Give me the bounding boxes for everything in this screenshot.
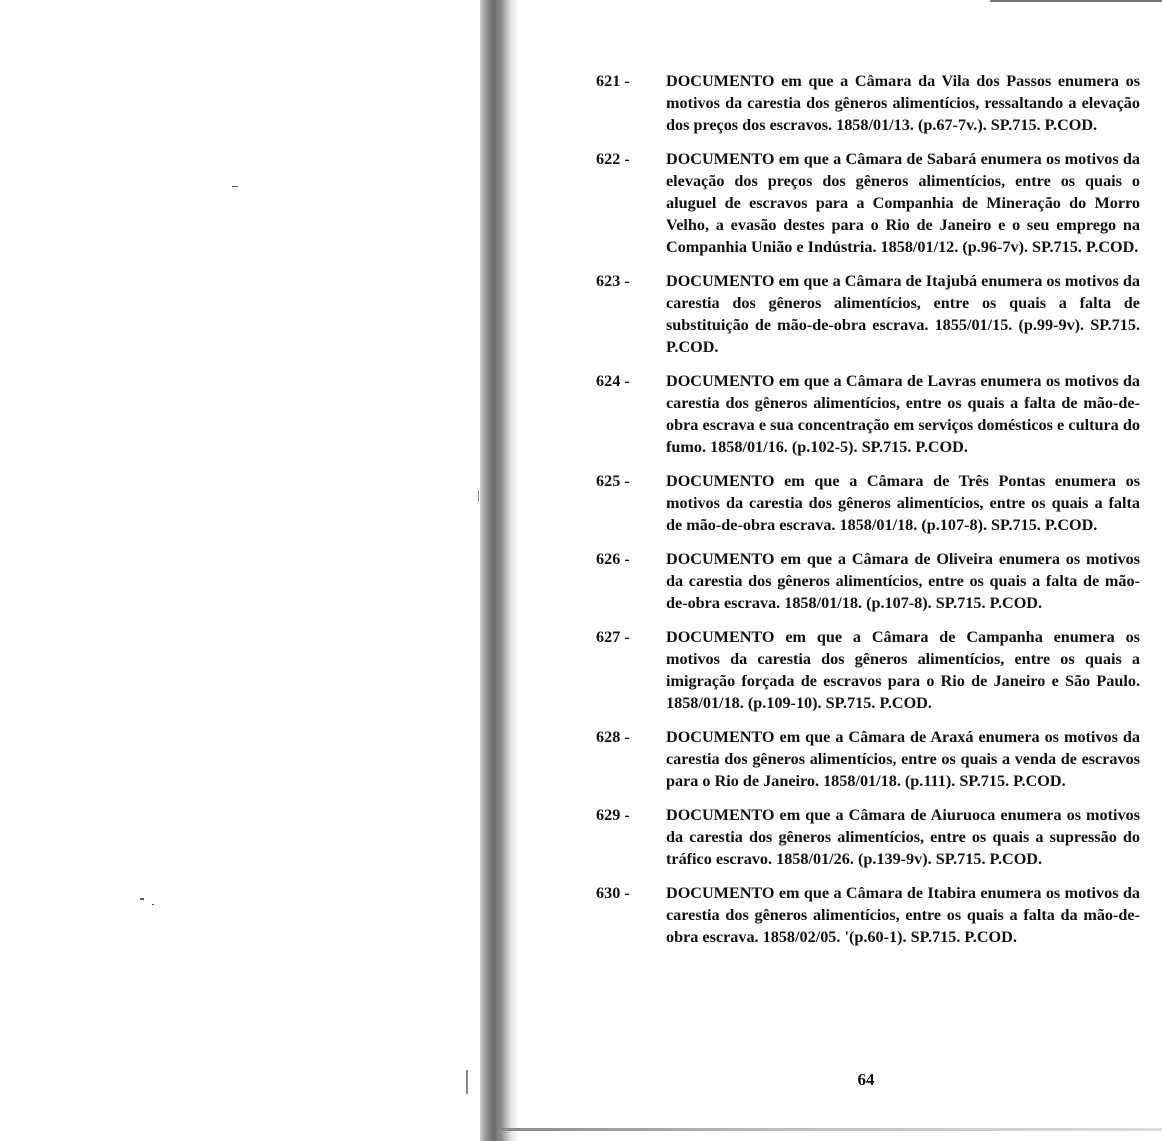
catalog-entry: [596, 148, 1140, 258]
entry-number: 623 -: [596, 272, 630, 290]
book-gutter: [480, 0, 510, 1141]
entry-text: DOCUMENTO em que a Câmara de Três Pontas enumera os motivos da carestia dos gêneros alimentícios, entre os quais a falta de mão-de-obra escrava. 1858/01/18. (p.107-8). SP.715. P.COD.: [666, 472, 1140, 534]
catalog-entry: [596, 548, 1140, 614]
entry-number: 630 -: [596, 884, 630, 902]
scan-speck: [140, 898, 144, 900]
scan-speck: [152, 904, 154, 905]
scan-speck: [466, 1070, 468, 1094]
entry-text: DOCUMENTO em que a Câmara de Oliveira enumera os motivos da carestia dos gêneros alimentícios, entre os quais a falta de mão-de-obra escrava. 1858/01/18. (p.107-8). SP.715. P.COD.: [666, 550, 1140, 612]
entry-text: DOCUMENTO em que a Câmara de Itabira enumera os motivos da carestia dos gêneros alimentícios, entre os quais a falta da mão-de-obra escrava. 1858/02/05. '(p.60-1). SP.715. P.COD.: [666, 884, 1140, 946]
catalog-entry: [596, 726, 1140, 792]
scan-speck: [232, 186, 238, 187]
entry-number: 622 -: [596, 150, 630, 168]
entry-text: DOCUMENTO em que a Câmara de Araxá enumera os motivos da carestia dos gêneros alimentícios, entre os quais a venda de escravos para o Rio de Janeiro. 1858/01/18. (p.111). SP.715. P.COD.: [666, 728, 1140, 790]
entry-number: 624 -: [596, 372, 630, 390]
catalog-entry: [596, 804, 1140, 870]
page-edge-top: [990, 0, 1162, 2]
entry-text: DOCUMENTO em que a Câmara de Lavras enumera os motivos da carestia dos gêneros alimentícios, entre os quais a falta de mão-de-obra escrava e sua concentração em serviços domésticos e cultura do fumo. 1858/01/16. (p.102-5). SP.715. P.COD.: [666, 372, 1140, 456]
gutter-shadow: [510, 0, 520, 1141]
page-edge-bottom: [500, 1128, 1162, 1131]
entry-number: 628 -: [596, 728, 630, 746]
catalog-entry: [596, 470, 1140, 536]
entry-number: 629 -: [596, 806, 630, 824]
entry-number: 625 -: [596, 472, 630, 490]
entry-number: 627 -: [596, 628, 630, 646]
entry-text: DOCUMENTO em que a Câmara de Aiuruoca enumera os motivos da carestia dos gêneros alimentícios, entre os quais a supressão do tráfico escravo. 1858/01/26. (p.139-9v). SP.715. P.COD.: [666, 806, 1140, 868]
left-page-blank: [0, 0, 480, 1141]
catalog-entry: [596, 626, 1140, 714]
catalog-entry: [596, 882, 1140, 948]
entry-number: 626 -: [596, 550, 630, 568]
entry-text: DOCUMENTO em que a Câmara de Campanha enumera os motivos da carestia dos gêneros alimentícios, entre os quais a imigração forçada de escravos para o Rio de Janeiro e São Paulo. 1858/01/18. (p.109-10). SP.715. P.COD.: [666, 628, 1140, 712]
catalog-entry: [596, 70, 1140, 136]
scan-speck: [478, 490, 479, 502]
page-number: 64: [857, 1070, 875, 1089]
entry-text: DOCUMENTO em que a Câmara da Vila dos Passos enumera os motivos da carestia dos gêneros alimentícios, ressaltando a elevação dos preços dos escravos. 1858/01/13. (p.67-7v.). SP.715. P.COD.: [666, 72, 1140, 134]
entry-text: DOCUMENTO em que a Câmara de Sabará enumera os motivos da elevação dos preços dos gêneros alimentícios, entre os quais o aluguel de escravos para a Companhia de Mineração do Morro Velho, a evasão destes para o Rio de Janeiro e o seu emprego na Companhia União e Indústria. 1858/01/12. (p.96-7v). SP.715. P.COD.: [666, 150, 1140, 256]
entry-text: DOCUMENTO em que a Câmara de Itajubá enumera os motivos da carestia dos gêneros alimentícios, entre os quais a falta de substituição de mão-de-obra escrava. 1855/01/15. (p.99-9v). SP.715. P.COD.: [666, 272, 1140, 356]
catalog-entry: [596, 370, 1140, 458]
entry-number: 621 -: [596, 72, 630, 90]
catalog-entries: [596, 70, 1140, 960]
catalog-entry: [596, 270, 1140, 358]
